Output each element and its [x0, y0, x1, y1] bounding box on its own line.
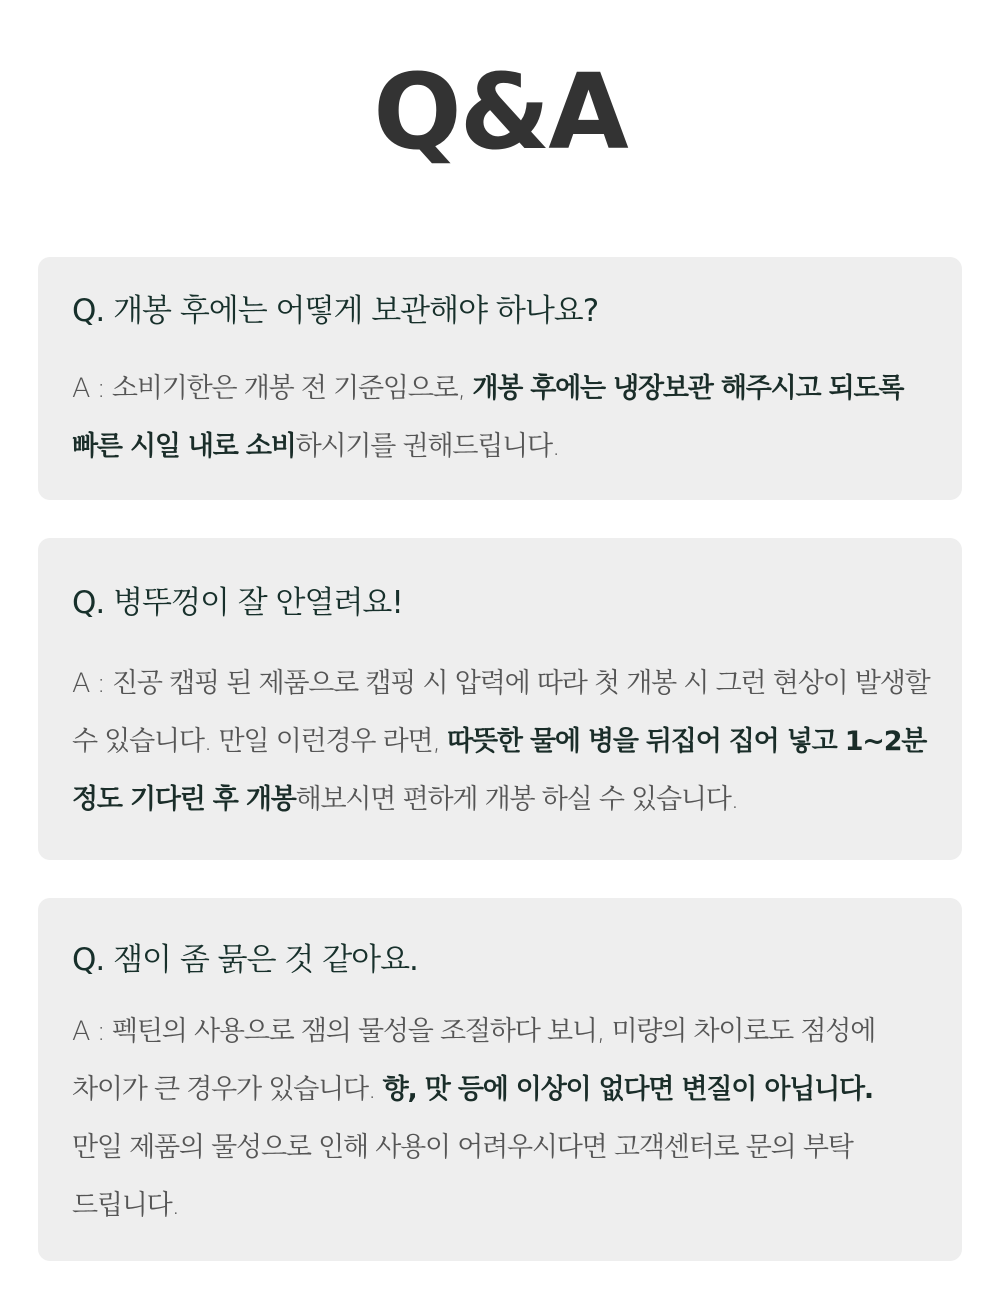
- answer-segment: 하시기를 권해드립니다.: [295, 431, 560, 462]
- answer-line: [72, 1003, 936, 1061]
- answer-segment: 드립니다.: [72, 1190, 179, 1221]
- answer-emphasis: 빠른 시일 내로 소비: [72, 431, 296, 462]
- answer-text: [72, 360, 936, 476]
- answer-text: [72, 1003, 936, 1235]
- answer-segment: 해보시면 편하게 개봉 하실 수 있습니다.: [295, 784, 739, 815]
- answer-line: [72, 655, 936, 713]
- answer-segment: A : 진공 캡핑 된 제품으로 캡핑 시 압력에 따라 첫 개봉 시 그런 현상이 발생할: [72, 668, 930, 699]
- answer-emphasis: 정도 기다린 후 개봉: [72, 784, 296, 815]
- answer-line: [72, 1177, 936, 1235]
- answer-line: [72, 418, 936, 476]
- answer-line: [72, 360, 936, 418]
- answer-text: [72, 655, 936, 829]
- answer-segment: 차이가 큰 경우가 있습니다.: [72, 1074, 383, 1105]
- question-text: Q. 병뚜껑이 잘 안열려요!: [72, 585, 403, 621]
- qa-card: [38, 538, 962, 860]
- answer-emphasis: 따뜻한 물에 병을 뒤집어 집어 넣고 1~2분: [447, 726, 927, 757]
- answer-line: [72, 1119, 936, 1177]
- page-title: Q&A: [373, 51, 627, 173]
- answer-emphasis: 개봉 후에는 냉장보관 해주시고 되도록: [472, 373, 904, 404]
- qa-card: [38, 257, 962, 500]
- qa-card: [38, 898, 962, 1261]
- answer-segment: A : 소비기한은 개봉 전 기준임으로,: [72, 373, 473, 404]
- answer-segment: 만일 제품의 물성으로 인해 사용이 어려우시다면 고객센터로 문의 부탁: [72, 1132, 853, 1163]
- answer-line: [72, 713, 936, 771]
- answer-line: [72, 771, 936, 829]
- answer-segment: A : 펙틴의 사용으로 잼의 물성을 조절하다 보니, 미량의 차이로도 점성에: [72, 1016, 876, 1047]
- question-text: Q. 잼이 좀 묽은 것 같아요.: [72, 942, 418, 978]
- answer-segment: 수 있습니다. 만일 이런경우 라면,: [72, 726, 448, 757]
- answer-line: [72, 1061, 936, 1119]
- question-text: Q. 개봉 후에는 어떻게 보관해야 하나요?: [72, 293, 599, 329]
- answer-emphasis: 향, 맛 등에 이상이 없다면 변질이 아닙니다.: [382, 1074, 873, 1105]
